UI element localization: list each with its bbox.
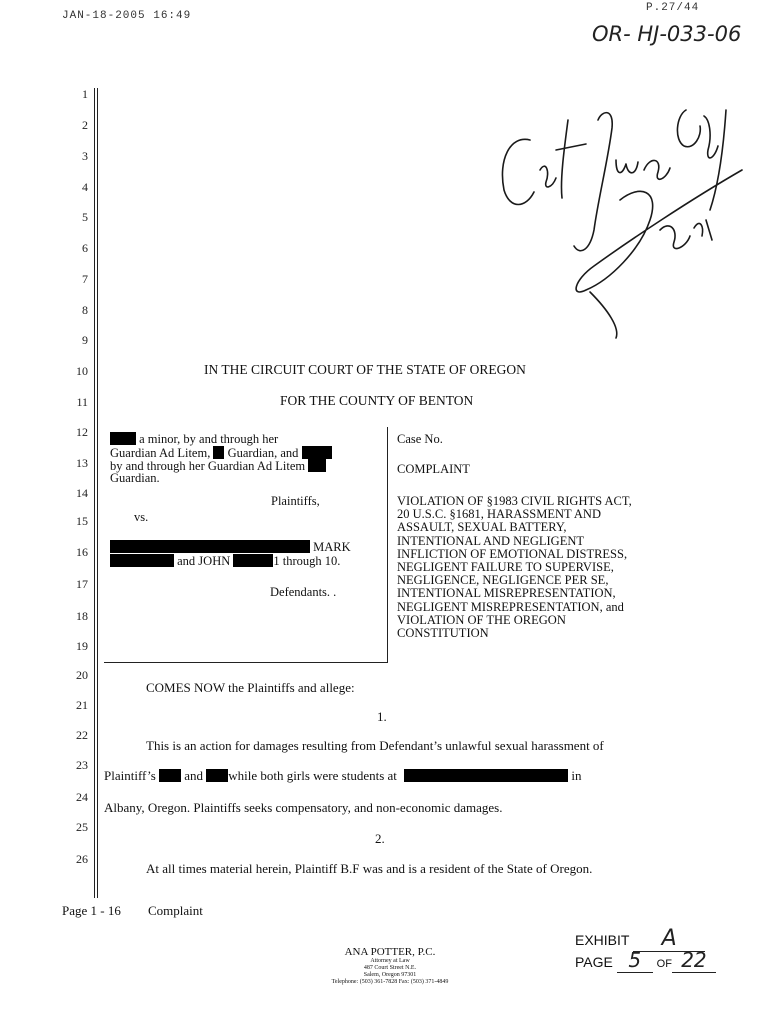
- redaction: [302, 446, 332, 459]
- firm-line: Attorney at Law: [370, 958, 410, 964]
- claim-line: NEGLIGENCE, NEGLIGENCE PER SE,: [397, 573, 609, 588]
- pleading-rule-inner: [97, 88, 98, 898]
- line-number: 22: [76, 728, 88, 742]
- line-number: 5: [82, 210, 88, 224]
- body-text: and: [184, 768, 204, 783]
- caption-defendants-label: Defendants. .: [270, 585, 337, 599]
- firm-block: [290, 946, 490, 986]
- line-number: 11: [76, 395, 88, 409]
- exhibit-label: EXHIBIT: [575, 932, 630, 948]
- caption-vertical-divider: [387, 427, 388, 663]
- exhibit-of-label: OF: [656, 958, 672, 970]
- claim-line: INTENTIONAL MISREPRESENTATION,: [397, 586, 616, 601]
- line-number: 21: [76, 698, 88, 712]
- redaction: [213, 446, 224, 459]
- redaction: [110, 540, 310, 553]
- line-number: 12: [76, 425, 88, 439]
- line-number: 2: [82, 118, 88, 132]
- caption-plaintiff-line2: [110, 446, 332, 460]
- line-number: 23: [76, 758, 88, 772]
- claim-line: INFLICTION OF EMOTIONAL DISTRESS,: [397, 546, 628, 561]
- redaction: [159, 769, 181, 782]
- redaction: [110, 432, 136, 445]
- redaction: [110, 554, 174, 567]
- paragraph-1-line2: [104, 768, 582, 784]
- body-text: while both girls were students at: [228, 768, 397, 783]
- footer-document-title: Complaint: [148, 903, 203, 918]
- line-number: 25: [76, 820, 88, 834]
- firm-line: 487 Court Street N.E.: [363, 965, 417, 971]
- case-number-label: Case No.: [397, 432, 443, 446]
- caption-defendant-line2: [110, 554, 340, 568]
- body-text: Plaintiff’s: [104, 768, 156, 783]
- claim-line: INTENTIONAL AND NEGLIGENT: [397, 533, 584, 548]
- claim-line: NEGLIGENT MISREPRESENTATION, and: [397, 599, 624, 614]
- caption-bottom-rule: [104, 662, 388, 663]
- line-number: 26: [76, 852, 88, 866]
- fax-header-left: JAN-18-2005 16:49: [62, 10, 192, 22]
- caption-text: a minor, by and through her: [139, 432, 279, 446]
- claim-line: VIOLATION OF §1983 CIVIL RIGHTS ACT,: [397, 494, 632, 508]
- line-number: 1: [82, 87, 88, 101]
- line-number: 13: [76, 456, 88, 470]
- line-number: 6: [82, 241, 88, 255]
- claim-line: ASSAULT, SEXUAL BATTERY,: [397, 520, 567, 535]
- line-number: 16: [76, 545, 88, 559]
- line-number: 18: [76, 609, 88, 623]
- exhibit-value: A: [633, 926, 705, 952]
- caption-defendant-line1: [110, 540, 351, 554]
- footer-page-number: Page 1 - 16: [62, 903, 121, 918]
- claims-list: [397, 495, 632, 640]
- case-code-handwritten: OR- HJ-033-06: [592, 22, 742, 46]
- redaction: [206, 769, 228, 782]
- firm-line: Salem, Oregon 97301: [363, 972, 417, 978]
- caption-text: and JOHN: [177, 554, 231, 568]
- comes-now-text: COMES NOW the Plaintiffs and allege:: [146, 680, 355, 695]
- exhibit-page-stamp: [575, 948, 716, 973]
- caption-plaintiff-line1: [110, 432, 278, 446]
- line-number: 17: [76, 577, 88, 591]
- line-number: 8: [82, 303, 88, 317]
- claim-line: VIOLATION OF THE OREGON: [397, 612, 566, 627]
- complaint-label: COMPLAINT: [397, 462, 470, 476]
- redaction: [233, 554, 273, 567]
- line-number: 9: [82, 333, 88, 347]
- caption-plaintiff-line4: Guardian.: [110, 471, 160, 485]
- claim-line: CONSTITUTION: [397, 626, 489, 641]
- caption-text: Guardian, and: [227, 446, 299, 460]
- certification-signature: [490, 80, 770, 340]
- pleading-rule-outer: [94, 88, 95, 898]
- caption-text: 1 through 10.: [273, 554, 341, 568]
- line-number: 20: [76, 668, 88, 682]
- claim-line: NEGLIGENT FAILURE TO SUPERVISE,: [397, 560, 614, 575]
- claim-line: 20 U.S.C. §1681, HARASSMENT AND: [397, 507, 601, 522]
- line-number: 10: [76, 364, 88, 378]
- exhibit-page-label: PAGE: [575, 954, 613, 970]
- court-county: FOR THE COUNTY OF BENTON: [280, 393, 474, 408]
- caption-text: by and through her Guardian Ad Litem: [110, 459, 306, 473]
- caption-text: Guardian Ad Litem,: [110, 446, 211, 460]
- firm-line: Telephone: (503) 361-7828 Fax: (503) 371-4849: [331, 979, 449, 985]
- body-text: in: [571, 768, 582, 783]
- redaction: [404, 769, 568, 782]
- court-title: IN THE CIRCUIT COURT OF THE STATE OF OREGON: [204, 362, 526, 377]
- paragraph-1-line3: Albany, Oregon. Plaintiffs seeks compensatory, and non-economic damages.: [104, 800, 503, 815]
- paragraph-2-line1: At all times material herein, Plaintiff B.F was and is a resident of the State of Oregon.: [146, 861, 593, 876]
- caption-plaintiffs-label: Plaintiffs,: [271, 494, 320, 508]
- line-number: 4: [82, 180, 88, 194]
- caption-text: MARK: [313, 540, 351, 554]
- paragraph-number: 1.: [377, 709, 387, 724]
- line-number: 15: [76, 514, 88, 528]
- caption-vs: vs.: [134, 510, 149, 524]
- line-number: 19: [76, 639, 88, 653]
- fax-page-count: P.27/44: [646, 2, 700, 14]
- line-number: 14: [76, 486, 88, 500]
- line-number: 7: [82, 272, 88, 286]
- exhibit-of-value: 22: [672, 948, 716, 973]
- paragraph-number: 2.: [375, 831, 385, 846]
- paragraph-1-line1: This is an action for damages resulting from Defendant’s unlawful sexual harassment of: [146, 738, 604, 753]
- redaction: [308, 459, 326, 472]
- line-number: 24: [76, 790, 88, 804]
- firm-name: ANA POTTER, P.C.: [344, 946, 436, 958]
- exhibit-page-value: 5: [617, 948, 653, 973]
- line-number: 3: [82, 149, 88, 163]
